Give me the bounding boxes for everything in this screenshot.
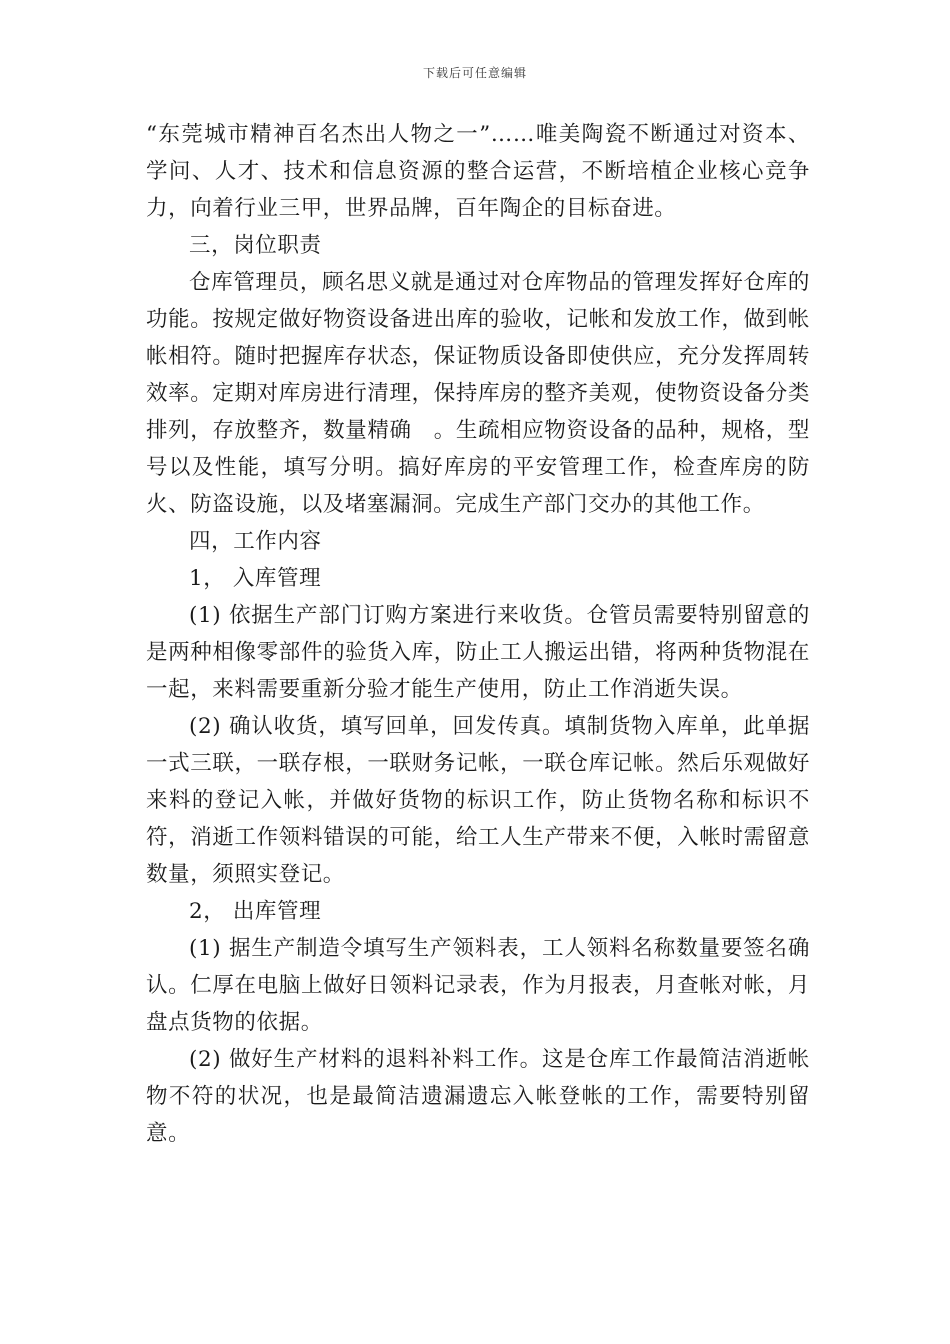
page-header: 下载后可任意编辑 [422, 66, 527, 80]
section-heading-work-content: 四，工作内容 [189, 529, 322, 554]
subheading-inbound-management: 1， 入库管理 [189, 566, 322, 591]
paragraph-inbound-2: (2) 确认收货，填写回单，回发传真。填制货物入库单，此单据一式三联，一联存根，一联财务记帐，一联仓库记帐。然后乐观做好来料的登记入帐，并做好货物的标识工作，防止货物名称和标识不符，消逝工作领料错误的可能，给工人生产带来不便，入帐时需留意数量，须照实登记。 [146, 714, 810, 887]
paragraph-company-intro: “东莞城市精神百名杰出人物之一”……唯美陶瓷不断通过对资本、学问、人才、技术和信息资源的整合运营，不断培植企业核心竞争力，向着行业三甲，世界品牌，百年陶企的目标奋进。 [146, 122, 810, 221]
paragraph-inbound-1: (1) 依据生产部门订购方案进行来收货。仓管员需要特别留意的是两种相像零部件的验货入库，防止工人搬运出错，将两种货物混在一起，来料需要重新分验才能生产使用，防止工作消逝失误。 [146, 603, 810, 702]
paragraph-outbound-1: (1) 据生产制造令填写生产领料表，工人领料名称数量要签名确认。仁厚在电脑上做好日领料记录表，作为月报表，月查帐对帐，月盘点货物的依据。 [146, 936, 810, 1035]
paragraph-job-duties: 仓库管理员，顾名思义就是通过对仓库物品的管理发挥好仓库的功能。按规定做好物资设备进出库的验收，记帐和发放工作，做到帐帐相符。随时把握库存状态，保证物质设备即使供应，充分发挥周转效率。定期对库房进行清理，保持库房的整齐美观，使物资设备分类排列，存放整齐，数量精确 。生疏相应物资设备的品种，规格，型号以及性能，填写分明。搞好库房的平安管理工作，检查库房的防火、防盗设施，以及堵塞漏洞。完成生产部门交办的其他工作。 [146, 270, 810, 517]
section-heading-job-duties: 三，岗位职责 [189, 233, 322, 258]
paragraph-outbound-2: (2) 做好生产材料的退料补料工作。这是仓库工作最简洁消逝帐物不符的状况，也是最简洁遗漏遗忘入帐登帐的工作，需要特别留意。 [146, 1047, 810, 1146]
document-body [146, 116, 810, 1152]
subheading-outbound-management: 2， 出库管理 [189, 899, 322, 924]
